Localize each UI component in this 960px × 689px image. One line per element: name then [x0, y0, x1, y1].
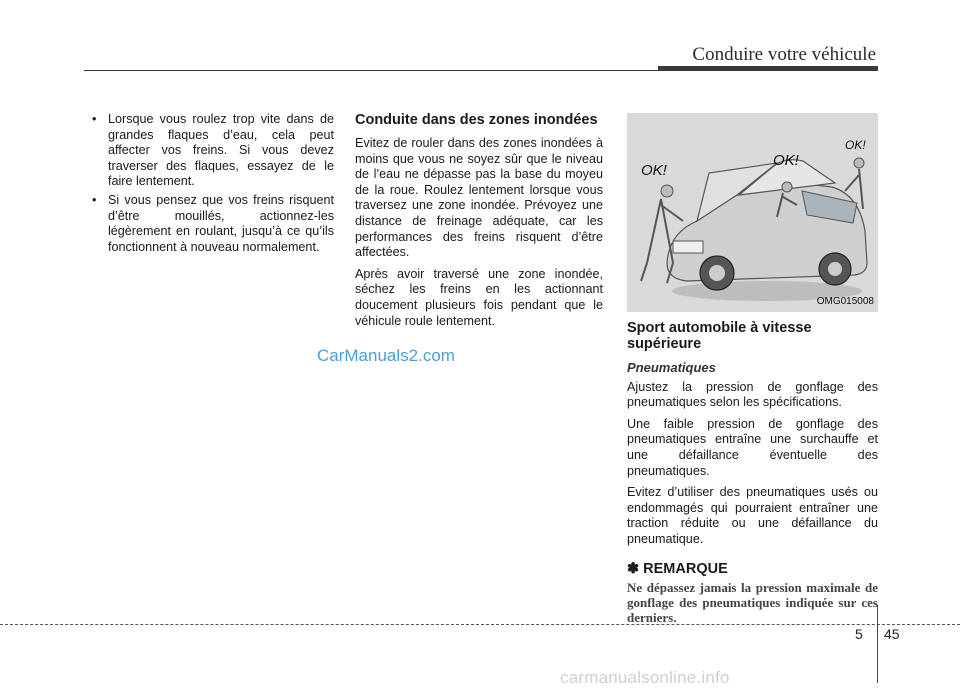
figure-label-ok: OK!	[641, 162, 667, 179]
bullet-list	[88, 112, 334, 255]
left-column	[88, 112, 334, 258]
header-rule	[84, 70, 878, 71]
paragraph: Après avoir traversé une zone inondée, séchez les freins en les actionnant doucement plusieurs fois pendant que le véhicule roule lentement.	[355, 266, 603, 328]
bullet-item: • Si vous pensez que vos freins risquent d’être mouillés, actionnez-les légèrement en roulant, jusqu’à ce qu’ils fonctionnent à nouveau normalement.	[88, 193, 334, 255]
subheading-tires: Pneumatiques	[627, 360, 716, 375]
figure-label-ok: OK!	[845, 138, 866, 152]
middle-column	[355, 112, 603, 335]
paragraph: Evitez de rouler dans des zones inondées à moins que vous ne soyez sûr que le niveau de l’eau ne dépasse pas la base du moyeu de la roue. Roulez lentement lorsque vous traversez une zone inondée. Prévoyez une distance de freinage adéquate, car les performances des freins risquent d’être affectées.	[355, 136, 603, 260]
car-inspection-illustration	[627, 113, 878, 312]
note-text: Ne dépassez jamais la pression maximale de gonflage des pneumatiques indiquée sur ces derniers.	[627, 580, 878, 626]
section-heading-sport: Sport automobile à vitesse supérieure	[627, 320, 812, 352]
section-heading-flooded: Conduite dans des zones inondées	[355, 112, 598, 128]
paragraph: Ajustez la pression de gonflage des pneumatiques selon les spécifications.	[627, 379, 878, 410]
watermark-link[interactable]: CarManuals2.com	[317, 346, 455, 365]
paragraph: Une faible pression de gonflage des pneumatiques entraîne une surchauffe et une défaillance éventuelle des pneumatiques.	[627, 416, 878, 478]
car-illustration-drawing	[627, 113, 878, 312]
paragraph: Evitez d’utiliser des pneumatiques usés ou endommagés qui pourraient entraîner une traction réduite ou une défaillance du pneumatique.	[627, 485, 878, 546]
note-title: REMARQUE	[643, 560, 728, 577]
header-title: Conduire votre véhicule	[692, 44, 876, 65]
right-column	[627, 113, 878, 631]
page-number-divider	[877, 605, 878, 683]
source-watermark: carmanualsonline.info	[560, 668, 730, 687]
figure-code: OMG015008	[816, 296, 874, 308]
page-number: 45	[884, 626, 900, 642]
bullet-item: • Lorsque vous roulez trop vite dans de grandes flaques d’eau, cela peut affecter vos freins. Si vous devez traverser des flaques, essayez de le faire lentement.	[88, 112, 334, 190]
note-symbol-icon: ✽	[627, 560, 640, 577]
header-rule-accent	[658, 66, 878, 70]
footer-divider	[0, 624, 960, 625]
chapter-number: 5	[855, 626, 863, 642]
note-heading	[627, 562, 878, 578]
figure-label-ok: OK!	[773, 152, 799, 169]
